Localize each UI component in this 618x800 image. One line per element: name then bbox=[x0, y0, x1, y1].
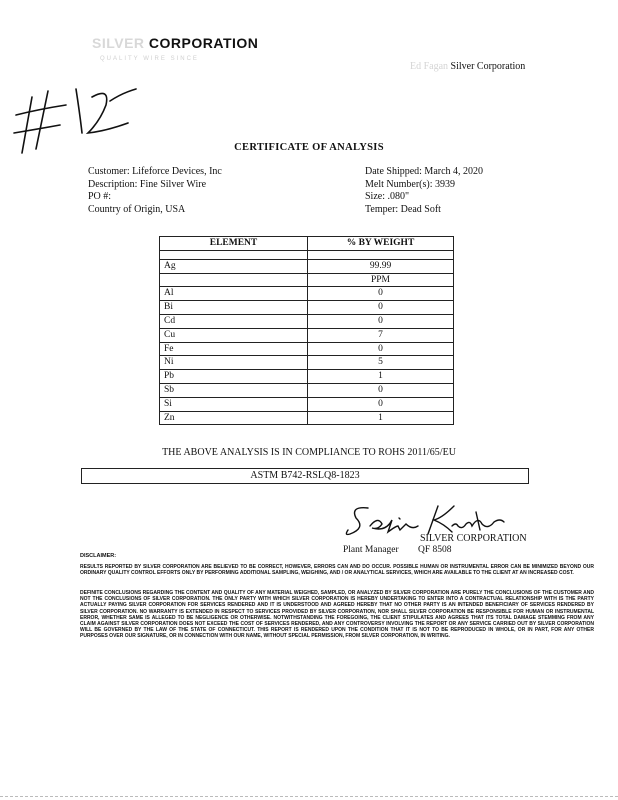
page-bottom-divider bbox=[0, 796, 618, 797]
astm-spec-box: ASTM B742-RSLQ8-1823 bbox=[81, 468, 529, 484]
table-row bbox=[160, 328, 454, 342]
form-number: QF 8508 bbox=[418, 545, 452, 555]
element-ppm-value: 0 bbox=[308, 342, 454, 356]
table-row bbox=[160, 397, 454, 411]
element-symbol: Cd bbox=[160, 314, 308, 328]
origin-line: Country of Origin, USA bbox=[88, 203, 186, 215]
disclaimer-paragraph-1: RESULTS REPORTED BY SILVER CORPORATION ARE BELIEVED TO BE CORRECT, HOWEVER, ERRORS CAN AND DO OCCUR. POSSIBLE HUMAN OR INSTRUMENTAL ERROR CAN BE MINIMIZED BEYOND OUR ORDINARY QUALITY CONTROL EFFORTS ONLY BY PERFORMING ADDITIONAL SAMPLING, WEIGHING, AND / OR ANALYTICAL SERVICES, WHICH ARE AVAILABLE TO THE CLIENT AT AN INCREASED COST. bbox=[80, 564, 594, 577]
table-row-primary bbox=[160, 259, 454, 273]
table-row bbox=[160, 411, 454, 425]
element-symbol: Bi bbox=[160, 301, 308, 315]
element-symbol: Pb bbox=[160, 370, 308, 384]
size-line: Size: .080" bbox=[365, 191, 410, 203]
table-row bbox=[160, 370, 454, 384]
element-ppm-value: 0 bbox=[308, 397, 454, 411]
element-symbol: Cu bbox=[160, 328, 308, 342]
element-ppm-value: 0 bbox=[308, 314, 454, 328]
table-spacer-row bbox=[160, 250, 454, 259]
element-symbol: Sb bbox=[160, 383, 308, 397]
company-logo bbox=[92, 35, 258, 51]
description-line: Description: Fine Silver Wire bbox=[88, 178, 207, 190]
element-ppm-value: 0 bbox=[308, 301, 454, 315]
ppm-label-row bbox=[160, 273, 454, 287]
logo-faded-text: SILVER bbox=[92, 35, 149, 51]
table-header-row bbox=[160, 237, 454, 251]
melt-numbers-line: Melt Number(s): 3939 bbox=[365, 178, 455, 190]
table-row bbox=[160, 383, 454, 397]
primary-element: Ag bbox=[160, 259, 308, 273]
disclaimer-paragraph-2: DEFINITE CONCLUSIONS REGARDING THE CONTENT AND QUALITY OF ANY MATERIAL WEIGHED, SAMPLED, OR ANALYZED BY SILVER CORPORATION ARE PURELY THE CONCLUSIONS OF THE CUSTOMER AND NOT THE CONCLUSIONS OF SILVER CORPORATION. THE ONLY PARTY WITH WHICH SILVER CORPORATION IS HEREBY UNDERTAKING TO ENTER INTO A CONTRACTUAL RELATIONSHIP WITH IS THE PARTY ACTUALLY PAYING SILVER CORPORATION FOR SERVICES RENDERED AND IT IS UNDERSTOOD AND AGREED HEREBY THAT NO OTHER PARTY IS AN INTENDED BENEFICIARY OF SERVICES RENDERED BY SILVER CORPORATION. NO WARRANTY IS EXTENDED IN RESPECT TO SERVICES PROVIDED BY SILVER CORPORATION, NOR SHALL SILVER CORPORATION BE RESPONSIBLE FOR HUMAN OR INSTRUMENTAL ERROR, WHETHER SAME IS ALLEGED TO BE NEGLIGENCE OR OTHERWISE. NOTWITHSTANDING THE FOREGOING, THE CLIENT STIPULATES AND AGREES THAT ITS TOTAL DAMAGE STEMMING FROM ANY CLAIM AGAINST SILVER CORPORATION DOES NOT EXCEED THE COST OF SERVICES RENDERED, AND ANY CONTROVERSY INVOLVING THE REPORT OR ANY SERVICE CARRIED OUT BY SILVER CORPORATION WILL BE GOVERNED BY THE LAW OF THE STATE OF CONNECTICUT. THIS REPORT IS RENDERED UPON THE CONDITION THAT IT IS NOT TO BE REPRODUCED IN WHOLE, OR IN PART, FOR ANY OTHER PURPOSES OVER OUR SIGNATURE, OR IN CONNECTION WITH OUR NAME, WITHOUT SPECIAL PERMISSION, FROM SILVER CORPORATION, IN WRITING. bbox=[80, 590, 594, 640]
temper-line: Temper: Dead Soft bbox=[365, 203, 441, 215]
header-company-name bbox=[410, 61, 525, 72]
weight-column-header: % BY WEIGHT bbox=[308, 237, 454, 251]
customer-line: Customer: Lifeforce Devices, Inc bbox=[88, 166, 222, 177]
table-row bbox=[160, 301, 454, 315]
element-symbol: Al bbox=[160, 287, 308, 301]
primary-value: 99.99 bbox=[308, 259, 454, 273]
element-symbol: Si bbox=[160, 397, 308, 411]
element-ppm-value: 7 bbox=[308, 328, 454, 342]
logo-text: CORPORATION bbox=[148, 35, 259, 51]
header-right-text: Silver Corporation bbox=[450, 61, 526, 72]
compliance-statement: THE ABOVE ANALYSIS IS IN COMPLIANCE TO ROHS 2011/65/EU bbox=[162, 447, 456, 458]
element-column-header: ELEMENT bbox=[160, 237, 308, 251]
po-line: PO #: bbox=[88, 191, 112, 203]
document-title: CERTIFICATE OF ANALYSIS bbox=[234, 142, 384, 153]
element-ppm-value: 5 bbox=[308, 356, 454, 370]
info-right-column bbox=[365, 166, 483, 216]
table-row bbox=[160, 314, 454, 328]
table-row bbox=[160, 287, 454, 301]
info-left-column bbox=[88, 166, 222, 216]
element-ppm-value: 0 bbox=[308, 383, 454, 397]
logo-tagline: QUALITY WIRE SINCE bbox=[100, 56, 199, 62]
element-ppm-value: 1 bbox=[308, 370, 454, 384]
element-symbol: Ni bbox=[160, 356, 308, 370]
header-faded-text: Ed Fagan bbox=[410, 61, 449, 72]
disclaimer-heading: DISCLAIMER: bbox=[80, 553, 117, 559]
signatory-company: SILVER CORPORATION bbox=[420, 533, 527, 544]
composition-table bbox=[159, 236, 454, 425]
element-symbol: Zn bbox=[160, 411, 308, 425]
date-shipped-line: Date Shipped: March 4, 2020 bbox=[365, 166, 484, 177]
ppm-label: PPM bbox=[308, 273, 454, 287]
table-row bbox=[160, 342, 454, 356]
element-ppm-value: 0 bbox=[308, 287, 454, 301]
signatory-title: Plant Manager bbox=[343, 545, 399, 555]
element-symbol: Fe bbox=[160, 342, 308, 356]
element-ppm-value: 1 bbox=[308, 411, 454, 425]
table-row bbox=[160, 356, 454, 370]
